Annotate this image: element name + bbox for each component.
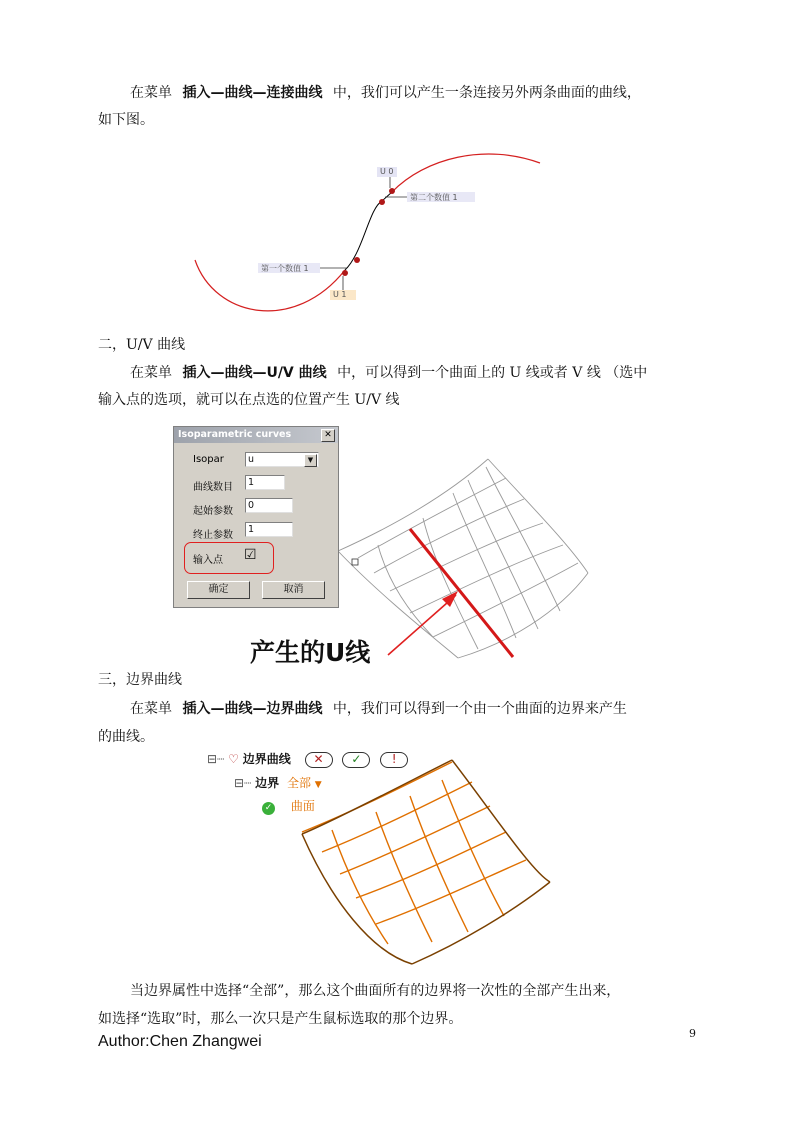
label-second-value: 第二个数值 1 — [410, 193, 458, 202]
dialog-title-bar — [174, 427, 338, 443]
info-icon[interactable]: ! — [380, 752, 408, 768]
close-icon[interactable]: ✕ — [321, 429, 335, 442]
paragraph-2-line-2: 输入点的选项，就可以在点选的位置产生 U/V 线 — [98, 392, 400, 408]
connect-curve — [345, 192, 392, 270]
chevron-down-icon[interactable]: ▼ — [304, 454, 317, 467]
isopar-label: Isopar — [193, 454, 224, 465]
menu-path: 插入—曲线—连接曲线 — [182, 85, 323, 101]
heading-uv-curve: 二，U/V 曲线 — [98, 337, 186, 353]
menu-path: 插入—曲线—U/V 曲线 — [182, 365, 327, 381]
tree-leaf[interactable] — [262, 797, 315, 815]
connect-curve-figure — [185, 148, 545, 328]
tree-child-label: 边界 — [255, 776, 280, 790]
text: 在菜单 — [130, 365, 172, 381]
menu-path: 插入—曲线—边界曲线 — [182, 701, 323, 717]
right-surface-curve — [392, 154, 540, 192]
ok-icon[interactable]: ✓ — [342, 752, 370, 768]
end-label: 终止参数 — [193, 530, 233, 541]
label-u0: U 0 — [380, 167, 394, 176]
text: 在菜单 — [130, 85, 172, 101]
heading-boundary-curve: 三，边界曲线 — [98, 672, 182, 688]
chevron-down-icon[interactable]: ▼ — [314, 780, 322, 790]
tree-root[interactable] — [207, 750, 408, 768]
paragraph-1-line-2: 如下图。 — [98, 112, 154, 128]
tree-child[interactable] — [234, 774, 322, 791]
count-label: 曲线数目 — [193, 482, 233, 493]
page-number: 9 — [689, 1027, 696, 1040]
paragraph-4-line-1: 当边界属性中选择“全部”，那么这个曲面所有的边界将一次性的全部产生出来， — [130, 983, 621, 999]
isopar-value: u — [248, 454, 255, 465]
collapse-icon[interactable]: ⊟┈ — [234, 776, 252, 790]
paragraph-2-line-1 — [130, 360, 647, 386]
uv-surface-figure — [338, 423, 598, 663]
tree-child-value[interactable]: 全部 — [286, 776, 311, 790]
dialog-title: Isoparametric curves — [178, 429, 292, 440]
ok-button[interactable]: 确定 — [187, 581, 250, 599]
cancel-button[interactable]: 取消 — [262, 581, 325, 599]
tree-leaf-label: 曲面 — [290, 799, 315, 813]
start-label: 起始参数 — [193, 506, 233, 517]
collapse-icon[interactable]: ⊟┈ — [207, 752, 225, 766]
arrow-line — [388, 595, 456, 655]
start-input[interactable]: 0 — [245, 498, 293, 513]
author: Author:Chen Zhangwei — [98, 1033, 262, 1050]
paragraph-1-line-1 — [130, 80, 641, 106]
paragraph-3-line-2: 的曲线。 — [98, 729, 154, 745]
u-line-caption: 产生的U线 — [250, 638, 371, 667]
text: 中，我们可以得到一个由一个曲面的边界来产生 — [332, 701, 627, 717]
end-input[interactable]: 1 — [245, 522, 293, 537]
input-point-checkbox[interactable]: ☑ — [244, 547, 257, 563]
count-input[interactable]: 1 — [245, 475, 285, 490]
label-u1: U 1 — [333, 290, 347, 299]
input-point-label: 输入点 — [193, 555, 223, 566]
label-first-value: 第一个数值 1 — [261, 264, 309, 273]
text: 中，我们可以产生一条连接另外两条曲面的曲线， — [332, 85, 641, 101]
paragraph-4-line-2: 如选择“选取”时，那么一次只是产生鼠标选取的那个边界。 — [98, 1011, 463, 1027]
text: 在菜单 — [130, 701, 172, 717]
isoparametric-dialog — [173, 426, 339, 608]
isopar-select[interactable] — [245, 452, 319, 467]
cancel-icon[interactable]: ✕ — [305, 752, 333, 768]
u-line — [410, 529, 513, 657]
text: 中，可以得到一个曲面上的 U 线或者 V 线 （选中 — [337, 365, 648, 381]
boundary-curve-icon: ♡ — [228, 752, 239, 766]
check-icon: ✓ — [262, 802, 275, 815]
boundary-surface-figure — [292, 752, 562, 972]
paragraph-3-line-1 — [130, 696, 627, 722]
tree-root-label: 边界曲线 — [242, 752, 291, 766]
